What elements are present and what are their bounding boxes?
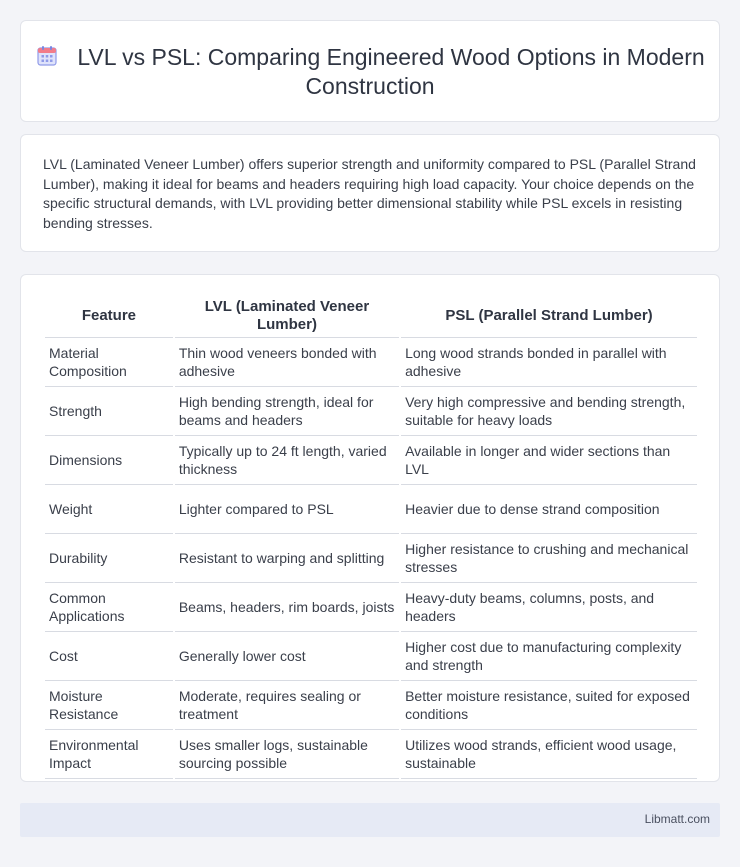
header-feature: Feature <box>45 295 173 338</box>
header-psl: PSL (Parallel Strand Lumber) <box>401 295 697 338</box>
table-row <box>45 583 697 632</box>
table-row <box>45 730 697 779</box>
footer-bar <box>20 803 720 837</box>
psl-cell: Heavier due to dense strand composition <box>401 485 697 534</box>
feature-cell: Environmental Impact <box>45 730 173 779</box>
intro-paragraph: LVL (Laminated Veneer Lumber) offers superior strength and uniformity compared to PSL (Parallel Strand Lumber), making it ideal for beams and headers requiring high load capacity. Your choice depends on the specific structural demands, with LVL providing better dimensional stability while PSL excels in resisting bending stresses. <box>43 156 696 231</box>
feature-cell: Common Applications <box>45 583 173 632</box>
lvl-cell: Lighter compared to PSL <box>175 485 399 534</box>
feature-cell: Cost <box>45 632 173 681</box>
header-lvl: LVL (Laminated Veneer Lumber) <box>175 295 399 338</box>
lvl-cell: Resistant to warping and splitting <box>175 534 399 583</box>
psl-cell: Better moisture resistance, suited for exposed conditions <box>401 681 697 730</box>
feature-cell: Weight <box>45 485 173 534</box>
intro-card <box>20 134 720 252</box>
table-row <box>45 338 697 387</box>
table-row <box>45 534 697 583</box>
calendar-icon <box>35 44 59 68</box>
header-card <box>20 20 720 122</box>
table-row <box>45 632 697 681</box>
psl-cell: Higher cost due to manufacturing complexity and strength <box>401 632 697 681</box>
table-row <box>45 387 697 436</box>
lvl-cell: Thin wood veneers bonded with adhesive <box>175 338 399 387</box>
table-row <box>45 485 697 534</box>
lvl-cell: Typically up to 24 ft length, varied thickness <box>175 436 399 485</box>
feature-cell: Durability <box>45 534 173 583</box>
psl-cell: Heavy-duty beams, columns, posts, and headers <box>401 583 697 632</box>
psl-cell: Higher resistance to crushing and mechanical stresses <box>401 534 697 583</box>
feature-cell: Material Composition <box>45 338 173 387</box>
psl-cell: Utilizes wood strands, efficient wood usage, sustainable <box>401 730 697 779</box>
page-title: LVL vs PSL: Comparing Engineered Wood Options in Modern Construction <box>77 44 705 99</box>
lvl-cell: Generally lower cost <box>175 632 399 681</box>
comparison-card <box>20 274 720 782</box>
lvl-cell: Uses smaller logs, sustainable sourcing possible <box>175 730 399 779</box>
table-row <box>45 681 697 730</box>
psl-cell: Available in longer and wider sections than LVL <box>401 436 697 485</box>
table-header-row <box>45 295 697 338</box>
feature-cell: Moisture Resistance <box>45 681 173 730</box>
footer-site-link[interactable]: Libmatt.com <box>644 812 710 826</box>
table-row <box>45 436 697 485</box>
comparison-table <box>43 295 699 779</box>
lvl-cell: Moderate, requires sealing or treatment <box>175 681 399 730</box>
page-title-wrap <box>21 43 719 101</box>
psl-cell: Long wood strands bonded in parallel with adhesive <box>401 338 697 387</box>
psl-cell: Very high compressive and bending strength, suitable for heavy loads <box>401 387 697 436</box>
feature-cell: Strength <box>45 387 173 436</box>
feature-cell: Dimensions <box>45 436 173 485</box>
lvl-cell: Beams, headers, rim boards, joists <box>175 583 399 632</box>
lvl-cell: High bending strength, ideal for beams and headers <box>175 387 399 436</box>
